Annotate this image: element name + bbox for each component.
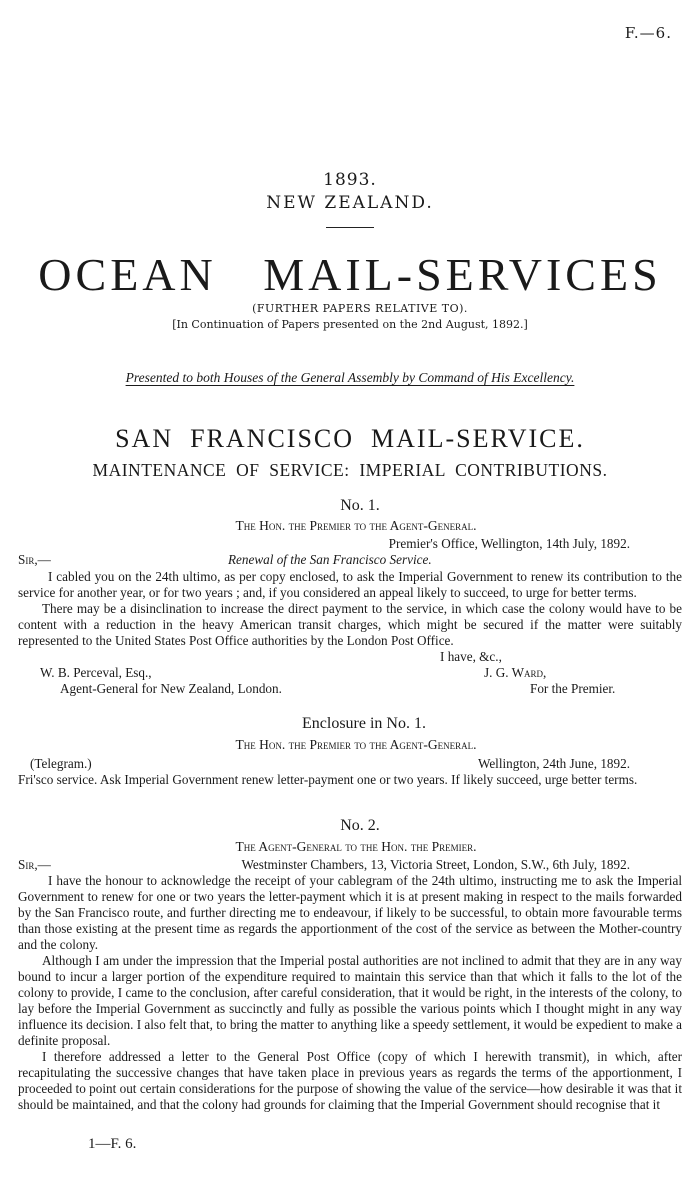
no2-paragraph-3: I therefore addressed a letter to the General Post Office (copy of which I herewith transmit), in which, after recapitulating the successive changes that have taken place in previous years as regards the terms of the apportionment, I proceeded to point out certain considerations for the purpose of showing the value of the service—how desirable it was that it should be maintained, and that the colony had grounds for claiming that the Imperial Government should recognise that it [18, 1049, 682, 1112]
no1-addressee-title: Agent-General for New Zealand, London. [60, 681, 282, 696]
no2-place-date: Westminster Chambers, 13, Victoria Street, London, S.W., 6th July, 1892. [241, 857, 630, 872]
no2-salutation-row [18, 857, 682, 873]
country: NEW ZEALAND. [266, 193, 434, 213]
document-subtitle: (FURTHER PAPERS RELATIVE TO). [252, 302, 468, 315]
no2-heading: No. 2. [340, 817, 380, 834]
no2-paragraph-2: Although I am under the impression that the Imperial postal authorities are not inclined to admit that they are in any way bound to incur a larger portion of the expenditure required to maintain this service than that which it falls to the lot of the colony to provide, I came to the conclusion, after careful consideration, that it would be right, in the interests of the colony, to lay before the Imperial Government as succinctly and fully as possible the various points which I thought might in any way influence its decision. I also felt that, to bring the matter to anything like a speedy settlement, it would be expedient to make a definite proposal. [18, 953, 682, 1048]
section-title: SAN FRANCISCO MAIL-SERVICE. [115, 424, 585, 453]
title-rule [326, 227, 374, 228]
no1-from-to: The Hon. the Premier to the Agent-General. [235, 518, 477, 533]
no2-paragraph-1: I have the honour to acknowledge the receipt of your cablegram of the 24th ultimo, instructing me to ask the Imperial Government to renew for one or two years the letter-payment which it is at present making in respect to the mails forwarded by the San Francisco route, and further directing me to endeavour, if likely to be successful, to obtain more favourable terms than those existing at the present time as regards the apportionment of the cost of the service as between the Mother-country and the colony. [18, 873, 682, 952]
section-subtitle: MAINTENANCE OF SERVICE: IMPERIAL CONTRIBUTIONS. [92, 460, 608, 480]
no1-heading: No. 1. [340, 497, 380, 514]
page-reference: F.—6. [624, 24, 672, 42]
enclosure-body [18, 772, 682, 788]
enclosure-text: Fri'sco service. Ask Imperial Government renew letter-payment one or two years. If likely succeed, urge better terms. [18, 772, 638, 787]
enclosure-from-to: The Hon. the Premier to the Agent-General. [235, 737, 477, 752]
no1-salutation-row [18, 552, 682, 568]
no1-names-row [18, 665, 682, 681]
no1-addressee-name: W. B. Perceval, Esq., [40, 665, 152, 680]
no1-salutation: Sir,— [18, 552, 51, 567]
no2-body [18, 873, 682, 1113]
no1-paragraph-1: I cabled you on the 24th ultimo, as per copy enclosed, to ask the Imperial Government to renew its contribution to the service for another year, or for two years ; and, if you considered an appeal likely to succeed, to urge for better terms. [18, 569, 682, 600]
presented-line: Presented to both Houses of the General Assembly by Command of His Excellency. [125, 370, 575, 385]
enclosure-type: (Telegram.) [30, 756, 92, 771]
enclosure-place-date: Wellington, 24th June, 1892. [477, 756, 630, 771]
no1-titles-row [18, 681, 682, 697]
no1-signer: J. G. Ward, [484, 665, 547, 680]
no1-body [18, 569, 682, 649]
no1-subject: Renewal of the San Francisco Service. [228, 552, 432, 567]
year: 1893. [323, 170, 377, 190]
no1-closing: I have, &c., [440, 649, 502, 664]
no1-signer-title: For the Premier. [530, 681, 616, 696]
footer-signature: 1—F. 6. [88, 1136, 137, 1152]
no1-place-date-row [18, 536, 682, 552]
no1-closing-row [18, 649, 682, 665]
no2-salutation: Sir,— [18, 857, 51, 872]
enclosure-heading: Enclosure in No. 1. [302, 715, 426, 732]
no2-from-to: The Agent-General to the Hon. the Premier. [235, 839, 477, 854]
no1-place-date: Premier's Office, Wellington, 14th July, 1892. [388, 536, 630, 551]
no1-paragraph-2: There may be a disinclination to increase the direct payment to the service, in which case the colony would have to be content with a reduction in the heavy American transit charges, which might be secured if the matter were suitably represented to the United States Post Office authorities by the London Post Office. [18, 601, 682, 648]
enclosure-meta-row [18, 756, 682, 772]
document-title: OCEAN MAIL-SERVICES [38, 249, 662, 300]
continuation-note: [In Continuation of Papers presented on the 2nd August, 1892.] [172, 318, 528, 331]
